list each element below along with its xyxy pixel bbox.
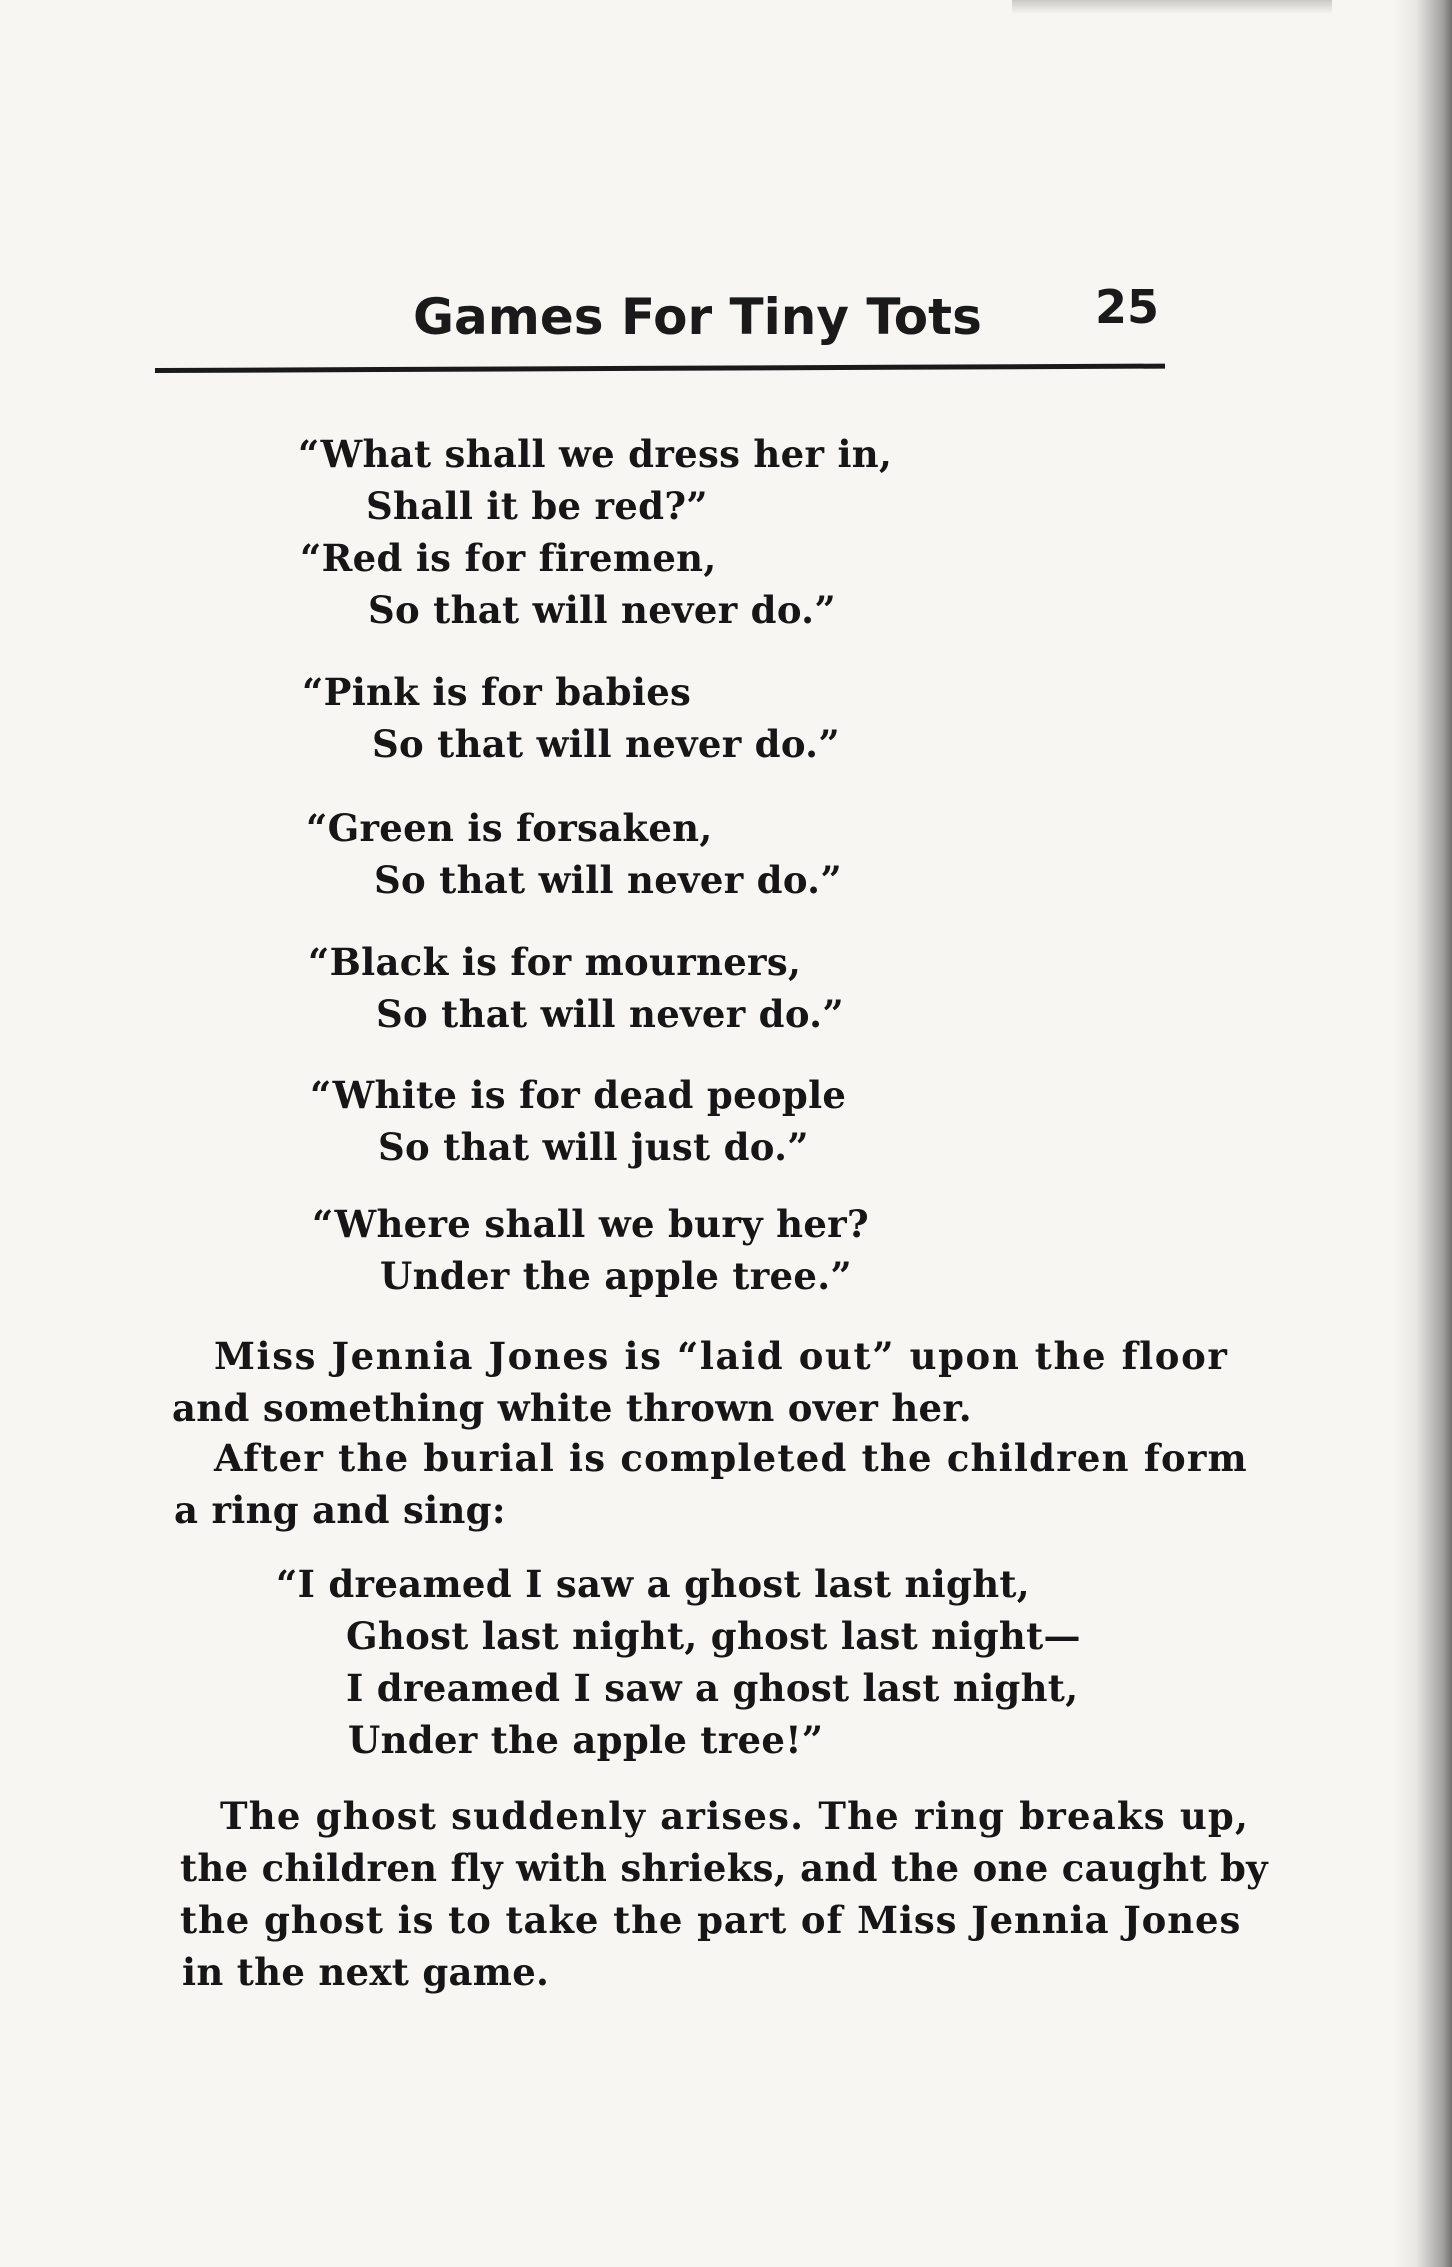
- paragraph-line: in the next game.: [182, 1950, 550, 1994]
- verse-line: “What shall we dress her in,: [298, 432, 893, 476]
- page-number: 25: [1094, 280, 1159, 334]
- paragraph-line: After the burial is completed the children form: [214, 1436, 1248, 1480]
- paragraph-line: the children fly with shrieks, and the one caught by: [180, 1846, 1268, 1890]
- paragraph-line: a ring and sing:: [174, 1488, 506, 1532]
- verse-line: “Red is for firemen,: [300, 536, 717, 580]
- scan-edge-speckle: [1012, 0, 1332, 14]
- verse-line: So that will never do.”: [374, 858, 842, 902]
- verse-line: So that will never do.”: [376, 992, 844, 1036]
- scan-edge-shadow: [1392, 0, 1452, 2267]
- song-line: Under the apple tree!”: [348, 1718, 824, 1762]
- verse-line: “Where shall we bury her?: [312, 1202, 869, 1246]
- running-head: [155, 280, 1165, 380]
- verse-line: Shall it be red?”: [366, 484, 708, 528]
- verse-line: “White is for dead people: [310, 1073, 847, 1117]
- verse-line: “Green is forsaken,: [306, 806, 713, 850]
- paragraph-line: The ghost suddenly arises. The ring breaks up,: [220, 1794, 1250, 1838]
- header-rule: [155, 364, 1165, 373]
- verse-line: So that will just do.”: [378, 1125, 809, 1169]
- verse-line: “Pink is for babies: [302, 670, 692, 714]
- song-line: I dreamed I saw a ghost last night,: [346, 1666, 1079, 1710]
- verse-line: Under the apple tree.”: [380, 1254, 852, 1298]
- song-line: Ghost last night, ghost last night—: [346, 1614, 1081, 1658]
- verse-line: So that will never do.”: [372, 722, 840, 766]
- verse-line: So that will never do.”: [368, 588, 836, 632]
- paragraph-line: the ghost is to take the part of Miss Jennia Jones: [180, 1898, 1242, 1942]
- paragraph-line: and something white thrown over her.: [172, 1386, 972, 1430]
- paragraph-line: Miss Jennia Jones is “laid out” upon the floor: [214, 1334, 1229, 1378]
- header-title: Games For Tiny Tots: [413, 288, 982, 346]
- song-line: “I dreamed I saw a ghost last night,: [276, 1562, 1030, 1606]
- verse-line: “Black is for mourners,: [308, 940, 802, 984]
